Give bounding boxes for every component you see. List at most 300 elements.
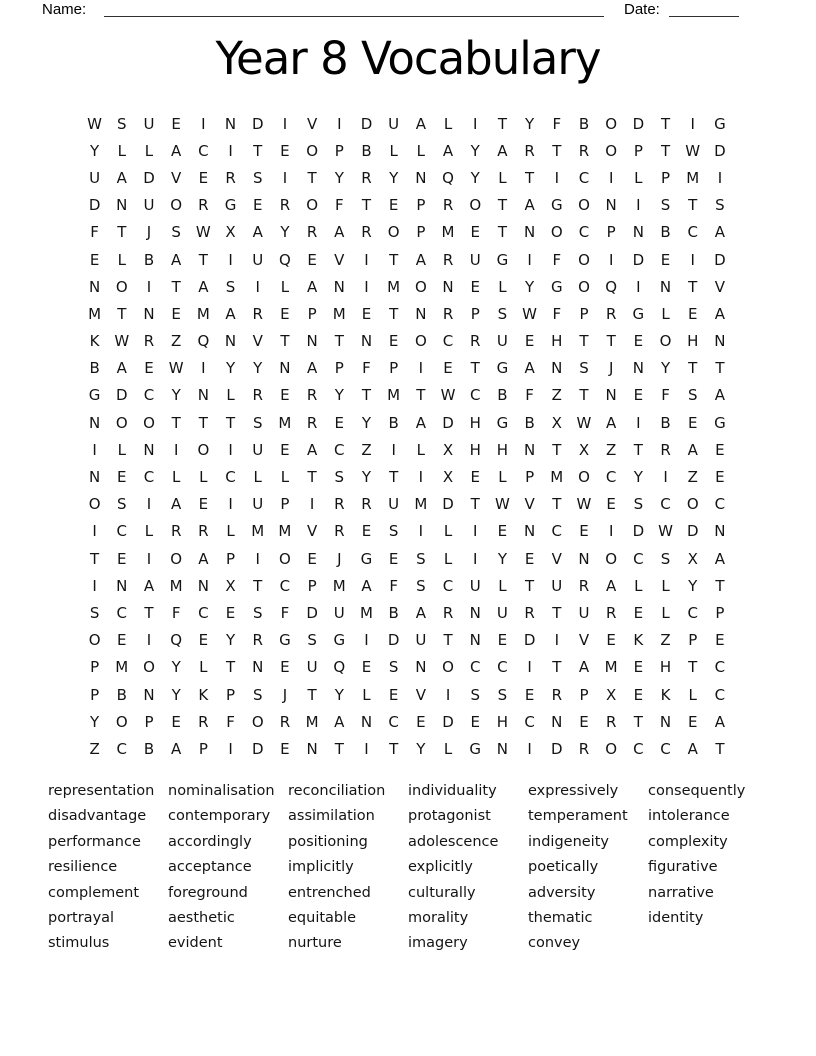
grid-cell: T — [334, 332, 344, 351]
grid-cell: W — [522, 304, 538, 323]
grid-cell: O — [578, 277, 590, 296]
grid-cell: I — [364, 631, 369, 650]
grid-cell: N — [360, 332, 373, 351]
grid-cell: E — [198, 495, 209, 514]
grid-cell: C — [143, 386, 155, 405]
grid-cell: T — [633, 712, 643, 731]
grid-cell: N — [224, 332, 237, 351]
grid-cell: O — [414, 332, 427, 351]
grid-cell: W — [494, 495, 510, 514]
grid-cell: C — [687, 223, 698, 242]
grid-cell: V — [306, 114, 318, 133]
grid-cell: D — [551, 739, 563, 758]
grid-cell: I — [173, 440, 179, 459]
word-item: nominalisation — [168, 783, 275, 799]
grid-cell: W — [685, 141, 701, 160]
grid-cell: M — [686, 168, 700, 187]
grid-cell: O — [143, 658, 155, 677]
grid-cell: F — [90, 223, 99, 242]
grid-cell: X — [578, 440, 590, 459]
grid-cell: E — [470, 223, 480, 242]
grid-cell: U — [388, 495, 400, 514]
grid-cell: Q — [170, 631, 183, 650]
word-item: figurative — [648, 859, 718, 876]
grid-cell: M — [414, 495, 428, 514]
grid-cell: A — [171, 141, 182, 160]
grid-cell: N — [415, 658, 427, 677]
grid-cell: E — [416, 712, 426, 731]
grid-cell: S — [252, 685, 263, 704]
grid-cell: T — [497, 114, 507, 133]
grid-cell: E — [715, 440, 725, 459]
grid-cell: I — [146, 277, 152, 296]
grid-cell: J — [146, 223, 152, 242]
grid-cell: S — [497, 304, 508, 323]
word-item: individuality — [408, 783, 497, 799]
grid-cell: L — [634, 576, 643, 595]
grid-cell: N — [360, 712, 373, 731]
word-item: accordingly — [168, 833, 252, 850]
grid-cell: L — [117, 440, 126, 459]
word-item: morality — [408, 910, 469, 927]
word-list — [48, 779, 768, 957]
grid-cell: K — [198, 685, 209, 704]
grid-cell: A — [714, 549, 726, 568]
grid-cell: E — [633, 386, 644, 405]
grid-cell: T — [660, 141, 671, 160]
grid-cell: W — [576, 413, 592, 432]
grid-cell: M — [332, 304, 346, 323]
grid-cell: S — [497, 685, 508, 704]
grid-cell: E — [606, 631, 616, 650]
grid-cell: T — [525, 576, 535, 595]
grid-cell: A — [361, 576, 372, 595]
grid-cell: Z — [171, 332, 182, 351]
grid-cell: I — [337, 114, 342, 133]
grid-cell: Y — [334, 386, 344, 405]
grid-cell: L — [199, 468, 208, 487]
word-item: imagery — [408, 935, 468, 952]
grid-cell: N — [143, 304, 155, 323]
grid-cell: B — [116, 685, 127, 704]
grid-cell: F — [552, 114, 562, 133]
grid-cell: H — [659, 658, 672, 677]
grid-cell: N — [415, 168, 427, 187]
grid-cell: M — [604, 658, 618, 677]
grid-cell: B — [578, 114, 590, 133]
grid-cell: N — [88, 468, 101, 487]
grid-cell: T — [253, 141, 263, 160]
grid-cell: E — [524, 332, 535, 351]
grid-cell: S — [687, 386, 698, 405]
grid-cell: C — [388, 712, 399, 731]
grid-cell: I — [201, 359, 206, 378]
grid-cell: H — [469, 413, 481, 432]
grid-cell: E — [470, 468, 480, 487]
grid-cell: L — [117, 141, 126, 160]
grid-cell: E — [443, 359, 453, 378]
grid-cell: E — [117, 468, 127, 487]
grid-cell: P — [416, 223, 426, 242]
grid-cell: F — [334, 196, 344, 215]
grid-cell: L — [117, 250, 126, 269]
grid-cell: Y — [361, 468, 372, 487]
grid-cell: R — [578, 576, 590, 595]
grid-cell: L — [226, 522, 235, 541]
word-item: representation — [48, 783, 155, 799]
grid-cell: X — [687, 549, 698, 568]
grid-cell: O — [306, 196, 318, 215]
grid-cell: C — [714, 495, 726, 514]
grid-cell: C — [334, 440, 345, 459]
grid-cell: R — [578, 739, 590, 758]
grid-cell: F — [171, 603, 181, 622]
grid-cell: B — [660, 413, 671, 432]
grid-cell: N — [197, 386, 209, 405]
grid-cell: I — [282, 168, 288, 187]
grid-cell: Y — [470, 141, 480, 160]
grid-cell: H — [496, 712, 509, 731]
grid-cell: L — [661, 304, 670, 323]
grid-cell: I — [554, 168, 559, 187]
grid-cell: S — [171, 223, 181, 242]
word-item: explicitly — [408, 859, 473, 876]
grid-cell: Y — [90, 712, 100, 731]
word-item: portrayal — [48, 910, 115, 927]
grid-cell: T — [470, 495, 480, 514]
grid-cell: M — [115, 658, 129, 677]
grid-cell: O — [578, 196, 590, 215]
grid-cell: V — [578, 631, 590, 650]
grid-cell: P — [579, 685, 589, 704]
grid-cell: I — [364, 739, 369, 758]
grid-cell: L — [144, 141, 154, 160]
grid-cell: F — [226, 712, 235, 731]
grid-cell: S — [388, 522, 399, 541]
grid-cell: L — [498, 576, 507, 595]
grid-cell: F — [389, 576, 398, 595]
grid-cell: A — [714, 304, 726, 323]
grid-cell: Y — [253, 359, 263, 378]
grid-cell: J — [608, 359, 614, 378]
grid-cell: S — [416, 549, 426, 568]
word-item: equitable — [288, 910, 357, 927]
grid-cell: O — [550, 223, 563, 242]
grid-cell: P — [144, 712, 154, 731]
grid-cell: X — [225, 576, 236, 595]
grid-cell: I — [364, 250, 369, 269]
grid-cell: T — [688, 277, 698, 296]
grid-cell: T — [579, 386, 589, 405]
word-item: aesthetic — [168, 910, 235, 927]
grid-cell: U — [388, 114, 400, 133]
word-column — [648, 779, 768, 957]
grid-cell: T — [688, 658, 698, 677]
grid-cell: Y — [171, 685, 181, 704]
grid-cell: L — [443, 114, 453, 133]
grid-cell: W — [576, 495, 592, 514]
word-item: disadvantage — [48, 808, 147, 825]
grid-cell: F — [552, 250, 562, 269]
grid-cell: S — [416, 576, 426, 595]
grid-cell: P — [198, 739, 208, 758]
grid-cell: N — [116, 576, 128, 595]
grid-cell: I — [527, 658, 532, 677]
grid-cell: L — [389, 141, 398, 160]
grid-cell: U — [469, 250, 481, 269]
grid-cell: D — [251, 114, 264, 133]
grid-cell: I — [228, 495, 233, 514]
grid-cell: Y — [171, 658, 181, 677]
grid-cell: E — [633, 603, 644, 622]
grid-cell: M — [251, 522, 265, 541]
grid-cell: L — [443, 522, 453, 541]
grid-cell: P — [525, 468, 535, 487]
grid-cell: T — [443, 631, 453, 650]
grid-cell: R — [551, 685, 562, 704]
grid-cell: D — [116, 386, 128, 405]
grid-cell: N — [88, 413, 101, 432]
grid-cell: V — [252, 332, 263, 351]
grid-cell: C — [469, 386, 481, 405]
grid-cell: N — [333, 277, 345, 296]
grid-cell: C — [660, 495, 671, 514]
grid-cell: T — [552, 141, 562, 160]
grid-cell: Y — [334, 168, 344, 187]
grid-cell: N — [279, 359, 291, 378]
grid-cell: Y — [633, 468, 643, 487]
grid-cell: X — [225, 223, 236, 242]
grid-cell: O — [605, 114, 618, 133]
grid-cell: T — [171, 277, 181, 296]
grid-cell: O — [306, 141, 318, 160]
grid-cell: O — [251, 712, 264, 731]
grid-cell: G — [496, 413, 509, 432]
grid-cell: U — [252, 440, 264, 459]
grid-cell: T — [361, 196, 372, 215]
grid-cell: S — [89, 603, 100, 622]
word-item: complexity — [648, 833, 728, 850]
grid-cell: T — [389, 304, 399, 323]
grid-cell: D — [714, 250, 726, 269]
name-label: Name: — [42, 1, 87, 18]
grid-cell: C — [714, 685, 726, 704]
grid-cell: N — [523, 223, 536, 242]
grid-cell: Y — [361, 413, 372, 432]
grid-cell: Y — [389, 168, 399, 187]
grid-cell: T — [497, 196, 507, 215]
grid-cell: T — [525, 168, 535, 187]
grid-cell: I — [255, 277, 260, 296]
grid-cell: L — [661, 576, 670, 595]
grid-cell: P — [715, 603, 725, 622]
grid-cell: E — [280, 304, 290, 323]
grid-cell: W — [87, 114, 103, 133]
grid-cell: M — [332, 576, 346, 595]
grid-cell: C — [143, 468, 155, 487]
grid-cell: E — [307, 250, 317, 269]
grid-cell: V — [551, 549, 562, 568]
grid-cell: Y — [171, 386, 181, 405]
grid-cell: E — [687, 413, 698, 432]
grid-cell: E — [334, 413, 345, 432]
grid-cell: S — [117, 495, 127, 514]
grid-cell: D — [442, 495, 454, 514]
grid-cell: M — [387, 277, 401, 296]
grid-cell: L — [144, 522, 154, 541]
grid-cell: D — [632, 250, 645, 269]
grid-cell: U — [496, 332, 508, 351]
grid-cell: N — [143, 440, 155, 459]
grid-cell: I — [418, 359, 424, 378]
grid-cell: C — [198, 603, 209, 622]
grid-cell: R — [252, 631, 263, 650]
grid-cell: Y — [525, 114, 535, 133]
grid-cell: A — [606, 576, 617, 595]
grid-cell: T — [253, 576, 263, 595]
grid-cell: B — [660, 223, 671, 242]
grid-cell: C — [714, 658, 726, 677]
grid-cell: N — [523, 440, 536, 459]
grid-cell: N — [659, 712, 672, 731]
grid-cell: T — [90, 549, 100, 568]
grid-cell: B — [388, 603, 399, 622]
grid-cell: M — [169, 576, 183, 595]
grid-cell: O — [115, 413, 128, 432]
grid-cell: C — [578, 168, 590, 187]
grid-cell: E — [225, 603, 236, 622]
grid-cell: D — [442, 413, 454, 432]
word-item: implicitly — [288, 859, 354, 876]
grid-cell: Z — [551, 386, 562, 405]
grid-cell: S — [633, 495, 644, 514]
grid-cell: I — [608, 168, 614, 187]
grid-cell: F — [552, 304, 562, 323]
grid-cell: R — [198, 522, 209, 541]
grid-cell: U — [252, 250, 264, 269]
grid-cell: B — [524, 413, 535, 432]
grid-cell: R — [334, 495, 345, 514]
grid-cell: A — [415, 250, 426, 269]
grid-cell: T — [633, 440, 643, 459]
grid-cell: A — [442, 141, 454, 160]
grid-cell: P — [633, 141, 643, 160]
grid-cell: W — [195, 223, 211, 242]
grid-cell: R — [605, 712, 617, 731]
grid-cell: R — [605, 603, 617, 622]
grid-cell: R — [306, 413, 318, 432]
grid-cell: O — [387, 223, 400, 242]
grid-cell: P — [90, 685, 100, 704]
grid-cell: L — [226, 386, 235, 405]
grid-cell: I — [473, 114, 478, 133]
grid-cell: G — [496, 359, 509, 378]
grid-cell: T — [117, 223, 127, 242]
grid-cell: O — [414, 277, 427, 296]
grid-cell: C — [605, 468, 617, 487]
grid-cell: A — [714, 223, 726, 242]
grid-cell: S — [117, 114, 127, 133]
grid-cell: N — [415, 304, 427, 323]
grid-cell: T — [334, 739, 344, 758]
grid-cell: C — [116, 603, 128, 622]
grid-cell: K — [660, 685, 671, 704]
word-item: performance — [48, 833, 141, 850]
grid-cell: T — [497, 223, 507, 242]
grid-cell: L — [498, 468, 507, 487]
grid-cell: I — [364, 277, 369, 296]
grid-cell: R — [198, 196, 209, 215]
grid-cell: A — [714, 712, 726, 731]
word-item: temperament — [528, 808, 628, 825]
grid-cell: C — [578, 223, 590, 242]
grid-cell: B — [143, 250, 155, 269]
grid-cell: O — [686, 495, 699, 514]
grid-cell: R — [306, 223, 318, 242]
grid-cell: I — [228, 250, 233, 269]
grid-cell: P — [470, 304, 480, 323]
grid-cell: E — [579, 522, 589, 541]
grid-cell: E — [361, 304, 372, 323]
grid-cell: A — [415, 114, 426, 133]
grid-cell: C — [442, 332, 454, 351]
grid-cell: D — [143, 168, 155, 187]
grid-cell: C — [469, 658, 481, 677]
grid-cell: G — [496, 250, 509, 269]
grid-cell: E — [280, 739, 290, 758]
grid-cell: A — [687, 739, 698, 758]
grid-cell: T — [470, 359, 480, 378]
grid-cell: E — [687, 712, 698, 731]
word-item: positioning — [288, 833, 368, 850]
grid-cell: Z — [361, 440, 372, 459]
grid-cell: D — [387, 631, 400, 650]
grid-cell: E — [660, 250, 671, 269]
grid-cell: I — [527, 739, 532, 758]
grid-cell: N — [197, 576, 209, 595]
grid-cell: P — [307, 304, 317, 323]
grid-cell: N — [578, 549, 590, 568]
grid-cell: R — [143, 332, 155, 351]
grid-cell: A — [198, 277, 209, 296]
grid-cell: U — [89, 168, 101, 187]
grid-cell: A — [171, 495, 182, 514]
grid-cell: E — [524, 685, 535, 704]
grid-cell: F — [280, 603, 290, 622]
grid-cell: L — [498, 168, 507, 187]
grid-cell: Y — [660, 359, 671, 378]
grid-cell: E — [388, 196, 399, 215]
grid-cell: O — [279, 549, 291, 568]
grid-cell: E — [280, 141, 290, 160]
grid-cell: A — [143, 576, 155, 595]
grid-cell: I — [608, 250, 614, 269]
grid-cell: H — [496, 440, 509, 459]
grid-cell: H — [687, 332, 699, 351]
grid-cell: I — [391, 440, 396, 459]
grid-cell: R — [361, 223, 372, 242]
grid-cell: I — [636, 413, 641, 432]
grid-cell: A — [116, 359, 127, 378]
grid-cell: O — [659, 332, 672, 351]
grid-cell: T — [579, 332, 589, 351]
grid-cell: Z — [687, 468, 698, 487]
grid-cell: N — [88, 277, 101, 296]
grid-cell: G — [333, 631, 346, 650]
grid-cell: B — [361, 141, 372, 160]
grid-cell: R — [442, 304, 454, 323]
grid-cell: R — [198, 712, 209, 731]
